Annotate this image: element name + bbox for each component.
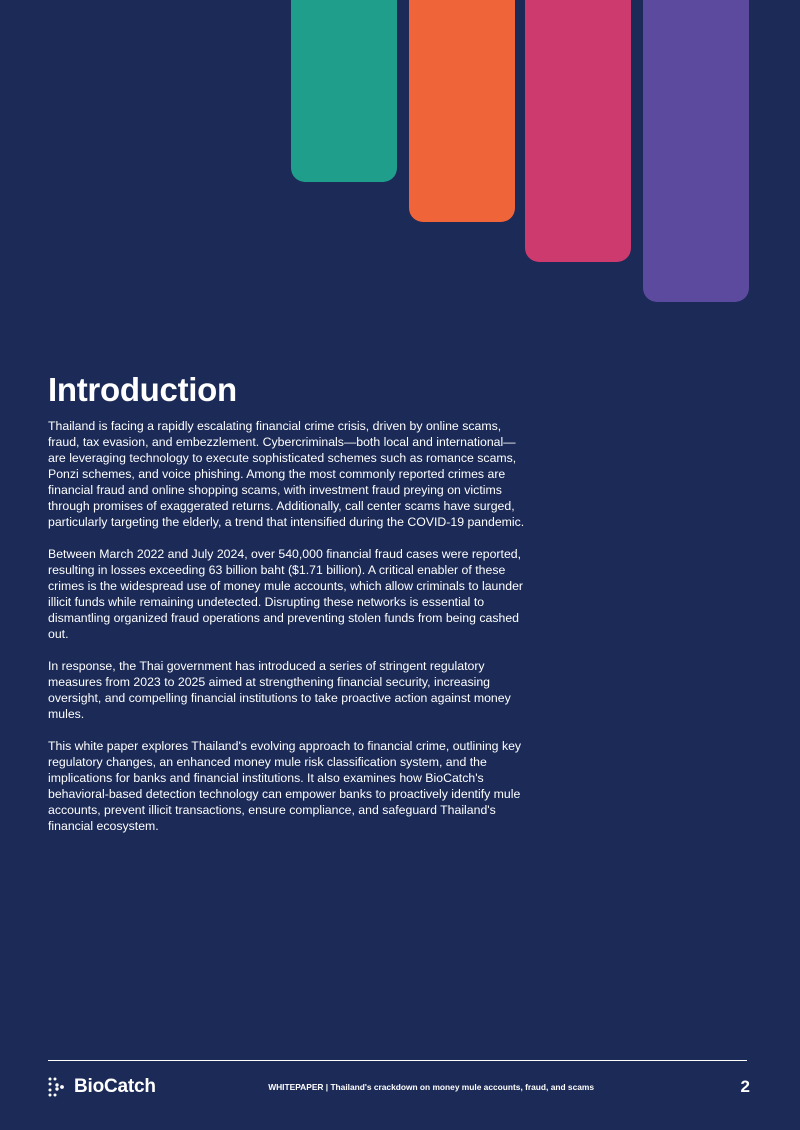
- decorative-bar-pink: [525, 0, 631, 262]
- footer-divider: [48, 1060, 747, 1061]
- paragraph-3: In response, the Thai government has introduced a series of stringent regulatory measures from 2023 to 2025 aimed at strengthening financial security, increasing oversight, and compelling financial institutions to take proactive action against money mules.: [48, 659, 511, 721]
- decorative-bar-purple: [643, 0, 749, 302]
- intro-body: [48, 418, 530, 850]
- page-title: Introduction: [48, 371, 237, 408]
- decorative-bar-orange: [409, 0, 515, 222]
- biocatch-dots-logo-icon: [48, 1077, 68, 1097]
- page-number: 2: [740, 1077, 750, 1096]
- paragraph-4: This white paper explores Thailand's evolving approach to financial crime, outlining key regulatory changes, an enhanced money mule risk classification system, and the implications for banks and financial institutions. It also examines how BioCatch's behavioral-based detection technology can empower banks to proactively identify mule accounts, prevent illicit transactions, ensure compliance, and safeguard Thailand's financial ecosystem.: [48, 739, 522, 833]
- footer-document-label: WHITEPAPER | Thailand's crackdown on money mule accounts, fraud, and scams: [268, 1082, 594, 1092]
- logo-wordmark: BioCatch: [74, 1076, 156, 1097]
- biocatch-logo: [48, 1076, 156, 1098]
- decorative-bar-teal: [291, 0, 397, 182]
- paragraph-2: Between March 2022 and July 2024, over 540,000 financial fraud cases were reported, resulting in losses exceeding 63 billion baht ($1.71 billion). A critical enabler of these crimes is the widespread use of money mule accounts, which allow criminals to launder illicit funds while remaining undetected. Disrupting these networks is essential to dismantling organized fraud operations and preventing stolen funds from being cashed out.: [48, 547, 524, 641]
- paragraph-1: Thailand is facing a rapidly escalating financial crime crisis, driven by online scams, fraud, tax evasion, and embezzlement. Cybercriminals—both local and international—are leveraging technology to execute sophisticated schemes such as romance scams, Ponzi schemes, and voice phishing. Among the most commonly reported crimes are financial fraud and online shopping scams, with investment fraud preying on victims through promises of exaggerated returns. Additionally, call center scams have surged, particularly targeting the elderly, a trend that intensified during the COVID-19 pandemic.: [48, 419, 525, 529]
